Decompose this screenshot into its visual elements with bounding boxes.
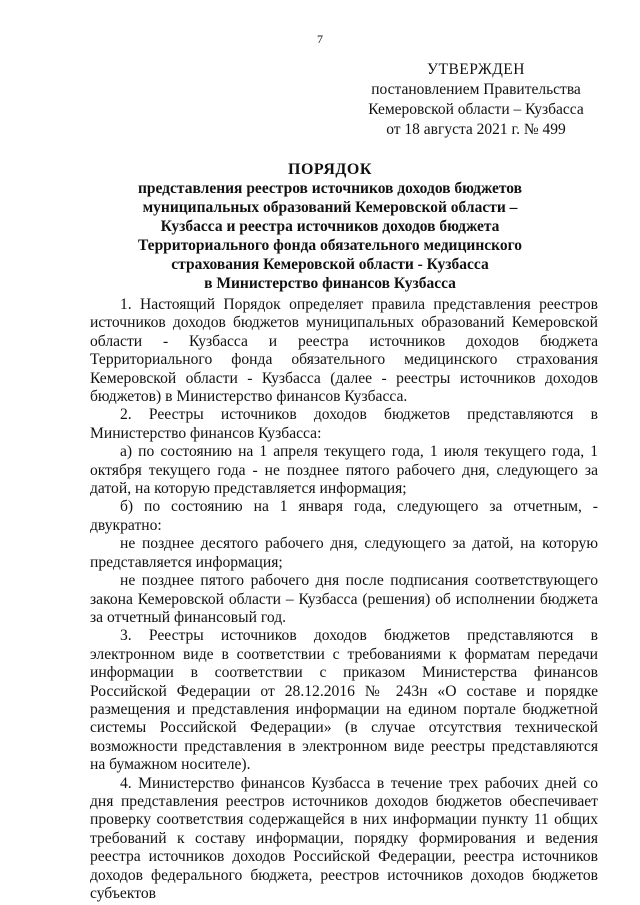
paragraph: не позднее пятого рабочего дня после подписания соответствующего закона Кемеровской области – Кузбасса (решения) об исполнении бюджета за отчетный финансовый год. — [90, 572, 598, 626]
title-line: страхования Кемеровской области - Кузбасса — [171, 256, 489, 273]
paragraph: 1. Настоящий Порядок определяет правила представления реестров источников доходов бюджетов муниципальных образований Кемеровской области - Кузбасса и реестра источников доходов бюджета Территориального фонда обязательного медицинского страхования Кемеровской области - Кузбасса (далее - реестры источников доходов бюджетов) в Министерство финансов Кузбасса. — [90, 296, 598, 406]
paragraph: не позднее десятого рабочего дня, следующего за датой, на которую представляется информация; — [90, 535, 598, 571]
title-line: муниципальных образований Кемеровской области – — [142, 199, 518, 216]
paragraph: б) по состоянию на 1 января года, следующего за отчетным, - двукратно: — [90, 498, 598, 534]
approval-line: от 18 августа 2021 г. № 499 — [386, 121, 566, 138]
title-line: в Министерство финансов Кузбасса — [204, 275, 456, 292]
approval-line: Кемеровской области – Кузбасса — [368, 101, 584, 118]
paragraph: 2. Реестры источников доходов бюджетов представляются в Министерство финансов Кузбасса: — [90, 406, 598, 442]
title-line: представления реестров источников доходов бюджетов — [137, 180, 523, 197]
paragraph: 4. Министерство финансов Кузбасса в течение трех рабочих дней со дня представления реестров источников доходов бюджетов обеспечивает проверку соответствия содержащейся в них информации пункту 11 общих требований к составу информации, порядку формирования и ведения реестра источников доходов Российской Федерации, реестра источников доходов федерального бюджета, реестров источников доходов бюджетов субъектов — [90, 774, 598, 902]
page-number: 7 — [317, 32, 323, 46]
title-main: ПОРЯДОК — [288, 161, 372, 178]
document-title — [80, 160, 580, 293]
approval-line: постановлением Правительства — [371, 81, 581, 98]
title-line: Территориального фонда обязательного медицинского — [137, 237, 523, 254]
paragraph: 3. Реестры источников доходов бюджетов представляются в электронном виде в соответствии с требованиями к форматам передачи информации в соответствии с приказом Министерства финансов Российской Федерации от 28.12.2016 № 243н «О составе и порядке размещения и представления информации на едином портале бюджетной системы Российской Федерации» (в случае отсутствия технической возможности представления в электронном виде реестры представляются на бумажном носителе). — [90, 627, 598, 774]
document-body — [90, 296, 598, 903]
title-line: Кузбасса и реестра источников доходов бюджета — [160, 218, 500, 235]
approval-block — [346, 60, 606, 140]
approval-heading: УТВЕРЖДЕН — [427, 61, 525, 78]
paragraph: а) по состоянию на 1 апреля текущего года, 1 июля текущего года, 1 октября текущего года - не позднее пятого рабочего дня, следующего за датой, на которую представляется информация; — [90, 443, 598, 498]
